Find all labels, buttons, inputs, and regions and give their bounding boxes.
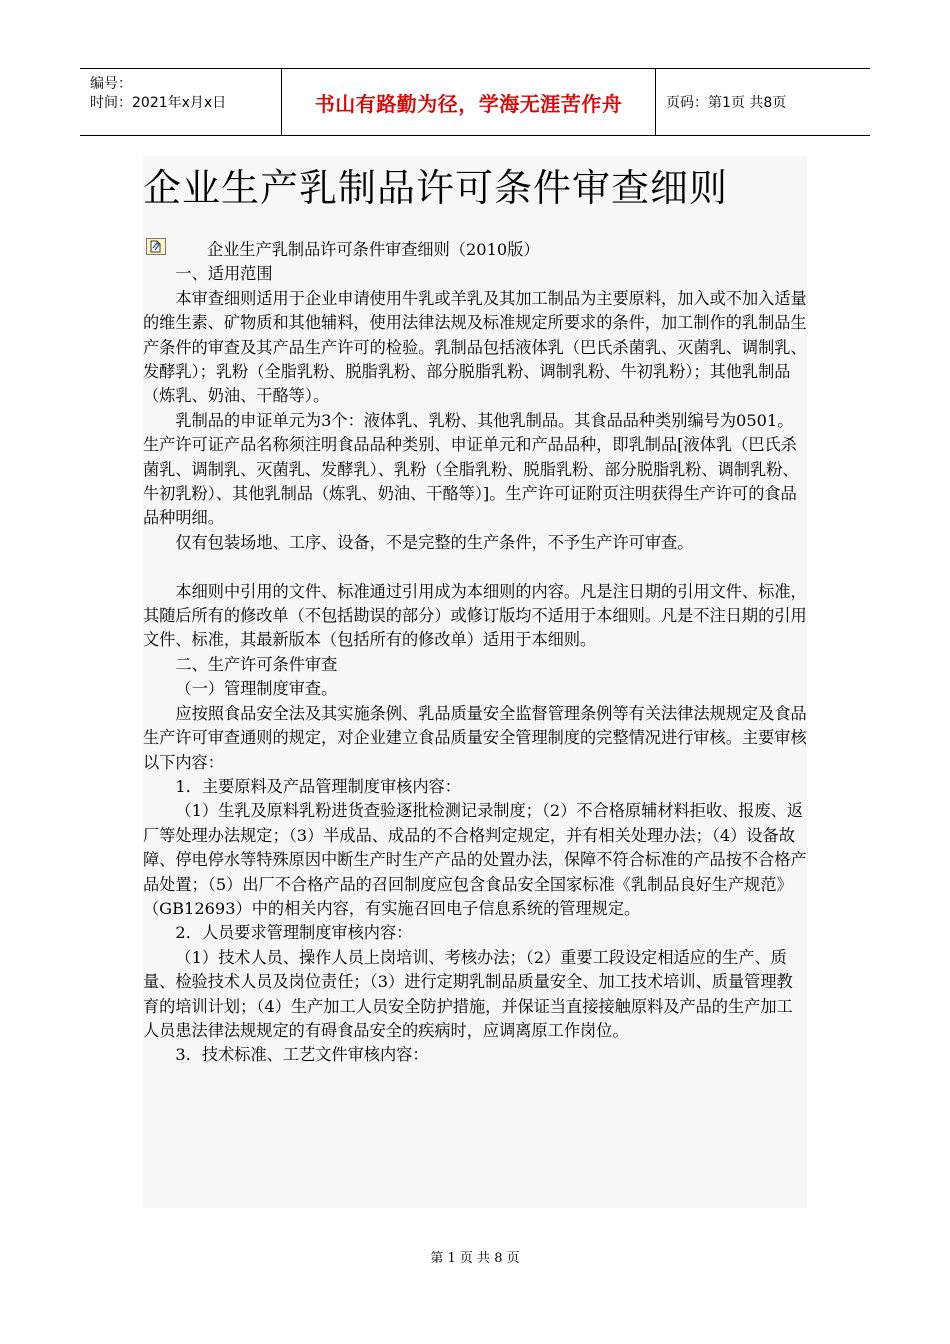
paragraph: 本细则中引用的文件、标准通过引用成为本细则的内容。凡是注日期的引用文件、标准，其随后所有的修改单（不包括勘误的部分）或修订版均不适用于本细则。凡是不注日期的引用文件、标准，其最新版本（包括所有的修改单）适用于本细则。 bbox=[143, 581, 807, 650]
paragraph: 应按照食品安全法及其实施条例、乳品质量安全监督管理条例等有关法律法规规定及食品生产许可审查通则的规定，对企业建立食品质量安全管理制度的完整情况进行审核。主要审核以下内容： bbox=[143, 703, 807, 772]
document-body bbox=[143, 156, 807, 1208]
list-heading: 1．主要原料及产品管理制度审核内容： bbox=[175, 776, 461, 796]
document-date: 时间：2021年x月x日 bbox=[90, 95, 227, 111]
paragraph: 本审查细则适用于企业申请使用牛乳或羊乳及其加工制品为主要原料，加入或不加入适量的维生素、矿物质和其他辅料，使用法律法规及标准规定所要求的条件，加工制作的乳制品生产条件的审查及其产品生产许可的检验。乳制品包括液体乳（巴氏杀菌乳、灭菌乳、调制乳、发酵乳）；乳粉（全脂乳粉、脱脂乳粉、部分脱脂乳粉、调制乳粉、牛初乳粉）；其他乳制品（炼乳、奶油、干酪等）。 bbox=[143, 288, 807, 406]
paragraph: （1）生乳及原料乳粉进货查验逐批检测记录制度；（2）不合格原辅材料拒收、报废、返厂等处理办法规定；（3）半成品、成品的不合格判定规定，并有相关处理办法；（4）设备故障、停电停水等特殊原因中断生产时生产产品的处置办法，保障不符合标准的产品按不合格产品处置；（5）出厂不合格产品的召回制度应包含食品安全国家标准《乳制品良好生产规范》（GB12693）中的相关内容，有实施召回电子信息系统的管理规定。 bbox=[143, 801, 807, 918]
header-page-number: 页码：第1页 共8页 bbox=[666, 95, 787, 111]
list-heading: 3．技术标准、工艺文件审核内容： bbox=[175, 1045, 429, 1065]
paragraph: 仅有包装场地、工序、设备，不是完整的生产条件，不予生产许可审查。 bbox=[175, 532, 694, 552]
page-footer: 第 1 页 共 8 页 bbox=[430, 1251, 520, 1266]
page-title: 企业生产乳制品许可条件审查细则 bbox=[143, 166, 729, 210]
section-heading: 一、适用范围 bbox=[175, 264, 273, 284]
header-motto: 书山有路勤为径，学海无涯苦作舟 bbox=[282, 69, 656, 135]
document-number: 编号： bbox=[90, 76, 132, 92]
subtitle-paragraph: 企业生产乳制品许可条件审查细则（2010版） bbox=[207, 240, 540, 259]
paragraph: 乳制品的申证单元为3个：液体乳、乳粉、其他乳制品。其食品品种类别编号为0501。生产许可证产品名称须注明食品品种类别、申证单元和产品品种，即乳制品[液体乳（巴氏杀菌乳、调制乳、灭菌乳、发酵乳）、乳粉（全脂乳粉、脱脂乳粉、部分脱脂乳粉、调制乳粉、牛初乳粉）、其他乳制品（炼乳、奶油、干酪等）]。生产许可证附页注明获得生产许可的食品品种明细。 bbox=[143, 410, 799, 528]
paragraph-gap bbox=[143, 555, 807, 579]
body-text bbox=[143, 238, 807, 1068]
header-meta bbox=[80, 69, 282, 135]
list-heading: 2．人员要求管理制度审核内容： bbox=[175, 923, 413, 943]
paragraph: （1）技术人员、操作人员上岗培训、考核办法；（2）重要工段设定相适应的生产、质量、检验技术人员及岗位责任；（3）进行定期乳制品质量安全、加工技术培训、质量管理教育的培训计划；（4）生产加工人员安全防护措施，并保证当直接接触原料及产品的生产加工人员患法律法规规定的有碍食品安全的疾病时，应调离原工作岗位。 bbox=[143, 947, 793, 1040]
subsection-heading: （一）管理制度审查。 bbox=[175, 679, 338, 699]
section-heading: 二、生产许可条件审查 bbox=[175, 654, 338, 674]
page-header bbox=[80, 68, 870, 136]
